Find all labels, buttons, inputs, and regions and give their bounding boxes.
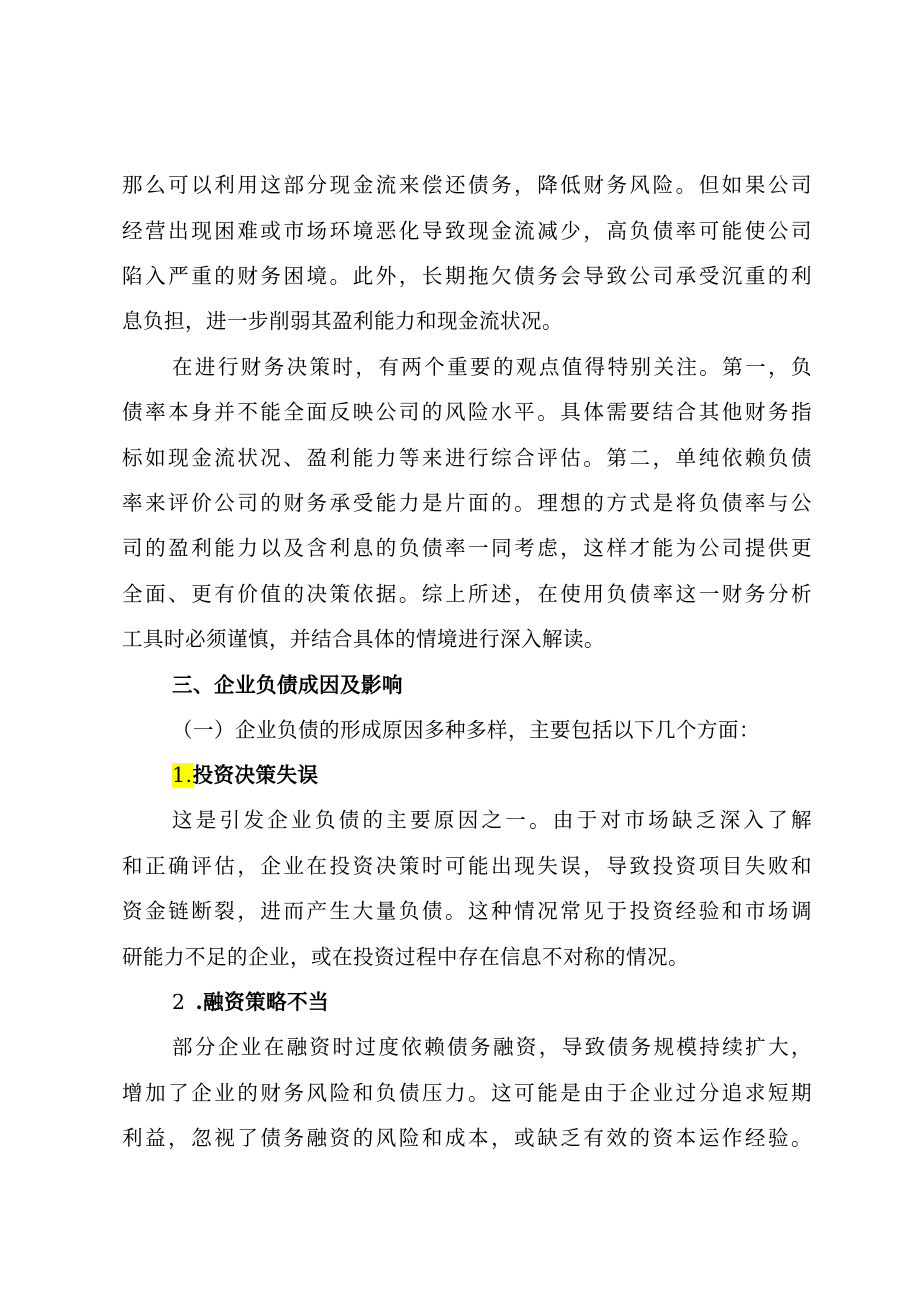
item-heading [172,752,862,798]
paragraph-line: 这是引发企业负债的主要原因之一。由于对市场缺乏深入了解 [172,808,812,832]
paragraph-line: 司的盈利能力以及含利息的负债率一同考虑，这样才能为公司提供更 [122,536,812,560]
paragraph-line: 研能力不足的企业，或在投资过程中存在信息不对称的情况。 [122,945,689,969]
paragraph-line: 利益，忽视了债务融资的风险和成本，或缺乏有效的资本运作经验。 [122,1126,812,1150]
subsection-heading: （一）企业负债的形成原因多种多样，主要包括以下几个方面： [172,718,760,742]
paragraph-line: 经营出现困难或市场环境恶化导致现金流减少，高负债率可能使公司 [122,219,812,243]
paragraph-line: 资金链断裂，进而产生大量负债。这种情况常见于投资经验和市场调 [122,899,812,923]
paragraph-line: 部分企业在融资时过度依赖债务融资，导致债务规模持续扩大， [172,1035,812,1059]
paragraph-line: 工具时必须谨慎，并结合具体的情境进行深入解读。 [122,627,605,651]
paragraph-line: 增加了企业的财务风险和负债压力。这可能是由于企业过分追求短期 [122,1081,812,1105]
paragraph-line: 率来评价公司的财务承受能力是片面的。理想的方式是将负债率与公 [122,491,812,515]
paragraph-line: 在进行财务决策时，有两个重要的观点值得特别关注。第一，负 [172,355,812,379]
paragraph-line: 债率本身并不能全面反映公司的风险水平。具体需要结合其他财务指 [122,400,812,424]
section-heading: 三、企业负债成因及影响 [172,673,403,697]
paragraph-line: 那么可以利用这部分现金流来偿还债务，降低财务风险。但如果公司 [122,173,812,197]
item-title: 投资决策失误 [192,763,319,787]
item-number: 2 [172,990,186,1014]
item-heading [172,979,862,1025]
item-number-highlighted: 1. [172,763,193,787]
item-title: .融资策略不当 [195,990,330,1014]
paragraph-line: 标如现金流状况、盈利能力等来进行综合评估。第二，单纯依赖负债 [122,446,812,470]
paragraph-line: 陷入严重的财务困境。此外，长期拖欠债务会导致公司承受沉重的利 [122,264,812,288]
paragraph-line: 和正确评估，企业在投资决策时可能出现失误，导致投资项目失败和 [122,854,812,878]
paragraph-line: 全面、更有价值的决策依据。综上所述，在使用负债率这一财务分析 [122,582,812,606]
paragraph-line: 息负担，进一步削弱其盈利能力和现金流状况。 [122,309,563,333]
